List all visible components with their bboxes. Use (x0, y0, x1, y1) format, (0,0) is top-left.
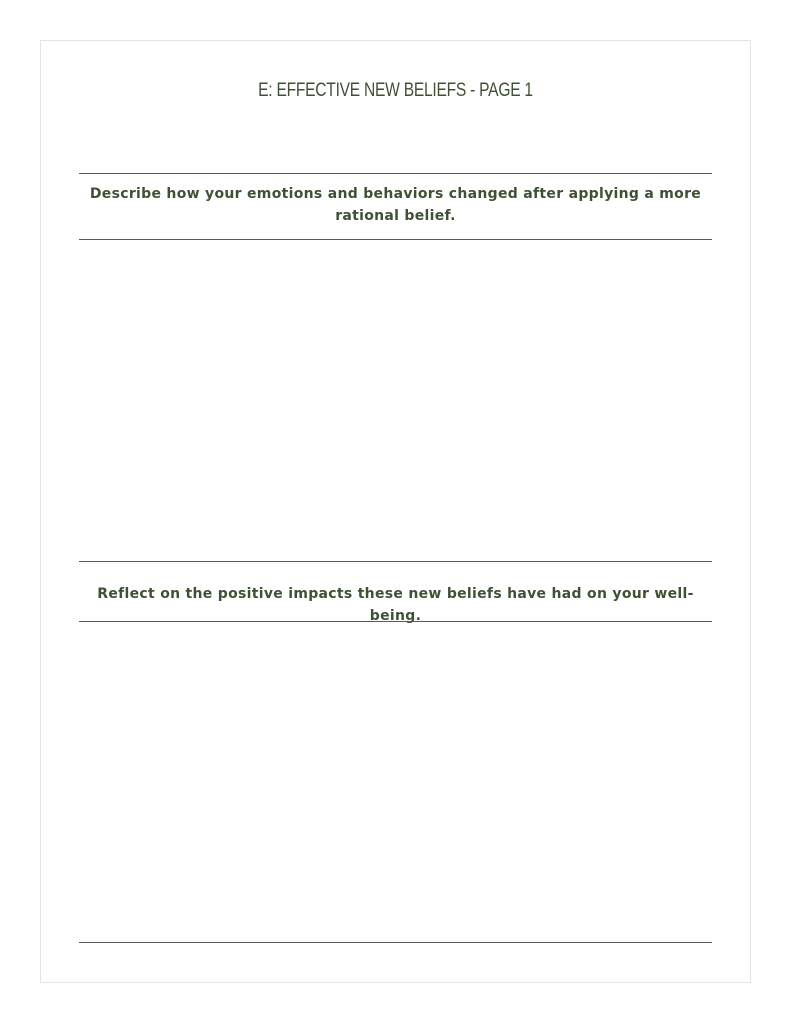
section-1-bottom-rule (79, 239, 712, 240)
section-2-bottom-rule (79, 621, 712, 622)
section-1-prompt: Describe how your emotions and behaviors changed after applying a more rational belief. (89, 186, 702, 224)
section-2-end-rule (79, 942, 712, 943)
section-1-top-rule (79, 173, 712, 174)
section-2-top-rule (79, 561, 712, 562)
page-title: E: EFFECTIVE NEW BELIEFS - PAGE 1 (258, 80, 533, 101)
section-2-answer-area[interactable] (79, 623, 712, 941)
section-2-prompt: Reflect on the positive impacts these new beliefs have had on your well-being. (97, 586, 694, 624)
section-1-answer-area[interactable] (79, 241, 712, 560)
